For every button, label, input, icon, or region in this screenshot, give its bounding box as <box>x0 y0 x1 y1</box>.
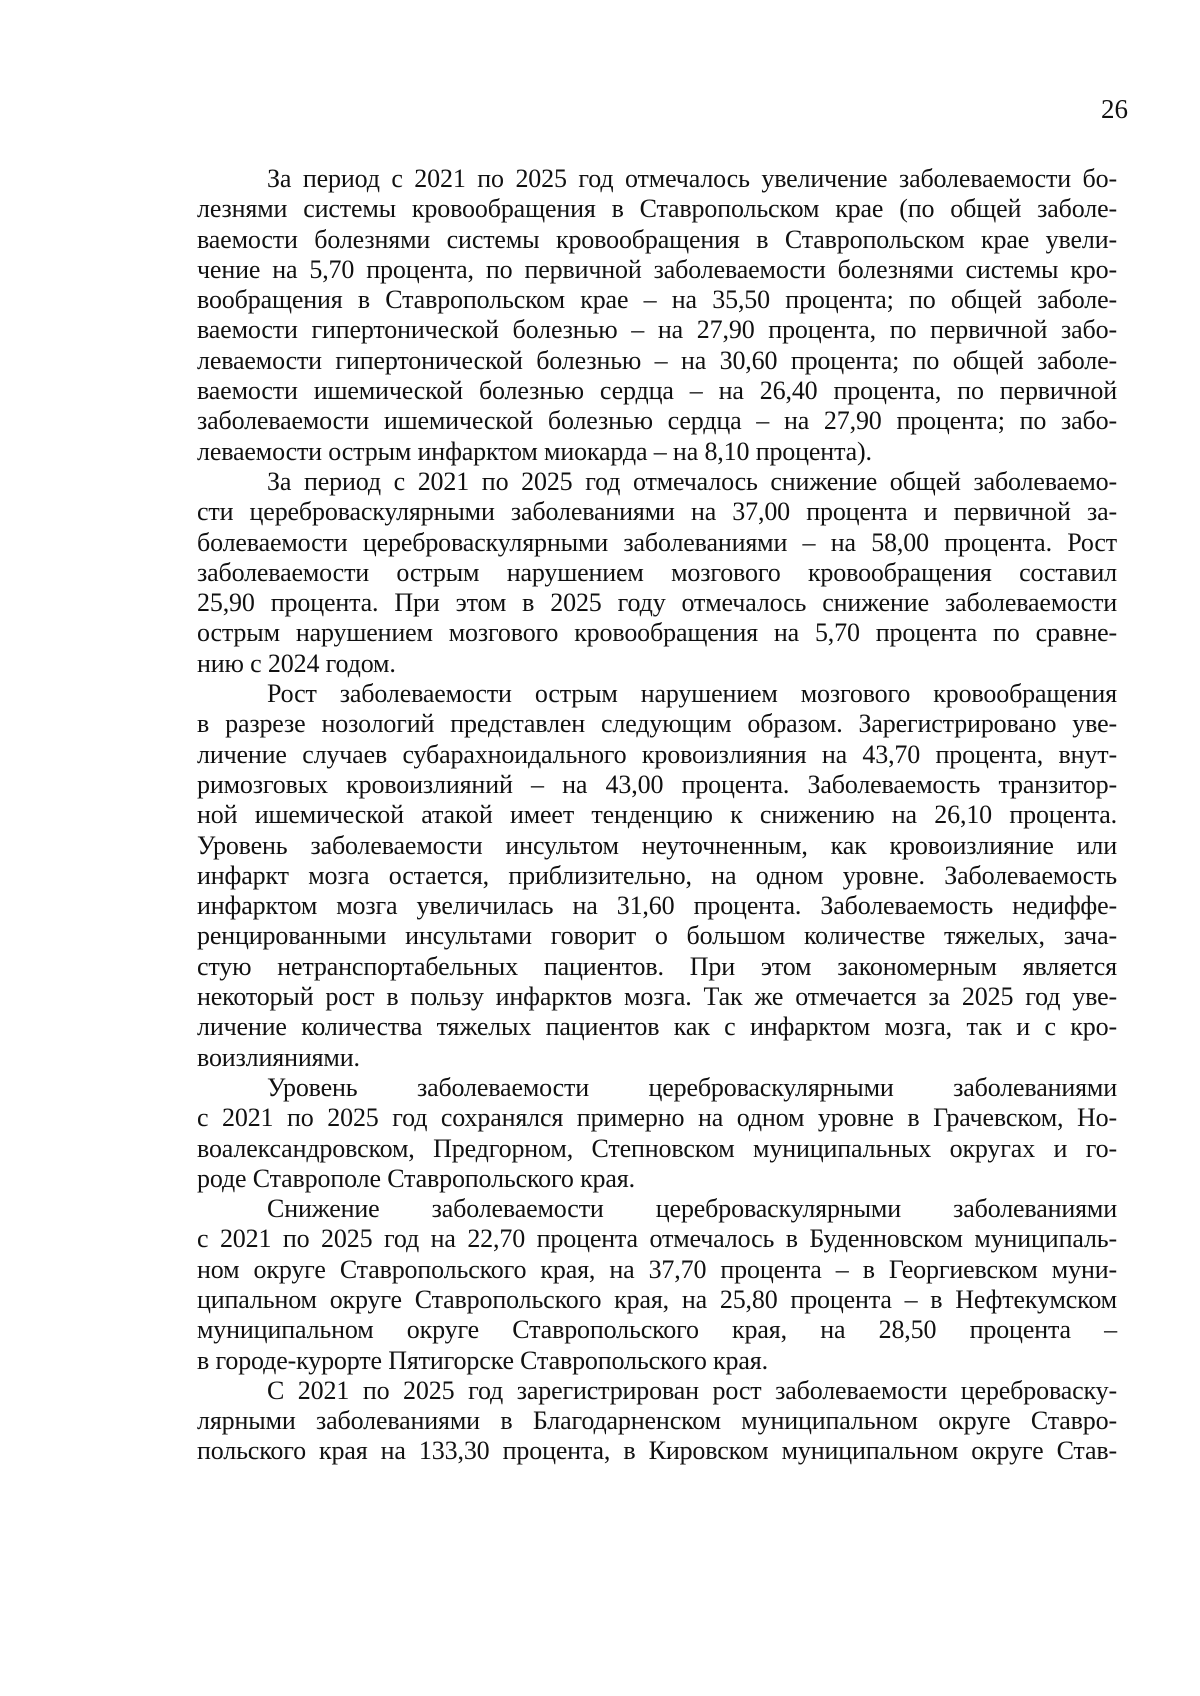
text-line: личение количества тяжелых пациентов как с инфарктом мозга, так и с кро- <box>197 1012 1117 1042</box>
text-line: леваемости острым инфарктом миокарда – на 8,10 процента). <box>197 436 872 466</box>
text-line: с 2021 по 2025 год сохранялся примерно на одном уровне в Грачевском, Но- <box>197 1103 1117 1133</box>
text-line: воалександровском, Предгорном, Степновском муниципальных округах и го- <box>197 1133 1117 1163</box>
text-line: инфарктом мозга увеличилась на 31,60 процента. Заболеваемость недиффе- <box>197 891 1117 921</box>
text-line: ваемости болезнями системы кровообращения в Ставропольском крае увели- <box>197 224 1117 254</box>
text-line: болеваемости цереброваскулярными заболеваниями – на 58,00 процента. Рост <box>197 527 1117 557</box>
text-line: нию с 2024 годом. <box>197 648 396 678</box>
text-line: ципальном округе Ставропольского края, на 25,80 процента – в Нефтекумском <box>197 1284 1117 1314</box>
text-line: чение на 5,70 процента, по первичной заболеваемости болезнями системы кро- <box>197 254 1117 284</box>
text-line: личение случаев субарахноидального кровоизлияния на 43,70 процента, внут- <box>197 739 1117 769</box>
text-line: Уровень заболеваемости цереброваскулярными заболеваниями <box>267 1072 1117 1102</box>
text-line: римозговых кровоизлияний – на 43,00 процента. Заболеваемость транзитор- <box>197 769 1117 799</box>
paragraph-5 <box>197 1194 1117 1376</box>
text-line: леваемости гипертонической болезнью – на 30,60 процента; по общей заболе- <box>197 345 1117 375</box>
text-line: ренцированными инсультами говорит о большом количестве тяжелых, зача- <box>197 921 1117 951</box>
text-line: За период с 2021 по 2025 год отмечалось увеличение заболеваемости бо- <box>267 164 1117 193</box>
text-line: Снижение заболеваемости цереброваскулярными заболеваниями <box>267 1194 1117 1224</box>
text-line: Уровень заболеваемости инсультом неуточненным, как кровоизлияние или <box>197 830 1117 860</box>
text-line: заболеваемости острым нарушением мозгового кровообращения составил <box>197 557 1117 587</box>
text-line: заболеваемости ишемической болезнью сердца – на 27,90 процента; по забо- <box>197 406 1117 436</box>
text-line: ваемости гипертонической болезнью – на 27,90 процента, по первичной забо- <box>197 315 1117 345</box>
body-text <box>197 164 1117 1467</box>
text-line: За период с 2021 по 2025 год отмечалось снижение общей заболеваемо- <box>267 466 1117 496</box>
text-line: некоторый рост в пользу инфарктов мозга. Так же отмечается за 2025 год уве- <box>197 982 1117 1012</box>
text-line: острым нарушением мозгового кровообращения на 5,70 процента по сравне- <box>197 618 1117 648</box>
paragraph-2 <box>197 467 1117 679</box>
page-number: 26 <box>1101 94 1128 124</box>
text-line: ваемости ишемической болезнью сердца – на 26,40 процента, по первичной <box>197 376 1117 406</box>
text-line: муниципальном округе Ставропольского края, на 28,50 процента – <box>197 1315 1117 1345</box>
text-line: Рост заболеваемости острым нарушением мозгового кровообращения <box>267 679 1117 709</box>
text-line: лярными заболеваниями в Благодарненском муниципальном округе Ставро- <box>197 1406 1117 1436</box>
text-line: вообращения в Ставропольском крае – на 35,50 процента; по общей заболе- <box>197 285 1117 315</box>
paragraph-3 <box>197 679 1117 1073</box>
paragraph-1 <box>197 164 1117 467</box>
text-line: в разрезе нозологий представлен следующим образом. Зарегистрировано уве- <box>197 709 1117 739</box>
text-line: 25,90 процента. При этом в 2025 году отмечалось снижение заболеваемости <box>197 588 1117 618</box>
text-line: воизлияниями. <box>197 1042 360 1072</box>
text-line: сти цереброваскулярными заболеваниями на 37,00 процента и первичной за- <box>197 497 1117 527</box>
text-line: польского края на 133,30 процента, в Кировском муниципальном округе Став- <box>197 1436 1117 1466</box>
text-line: с 2021 по 2025 год на 22,70 процента отмечалось в Буденновском муниципаль- <box>197 1224 1117 1254</box>
text-line: лезнями системы кровообращения в Ставропольском крае (по общей заболе- <box>197 194 1117 224</box>
text-line: роде Ставрополе Ставропольского края. <box>197 1163 635 1193</box>
text-line: ном округе Ставропольского края, на 37,70 процента – в Георгиевском муни- <box>197 1254 1117 1284</box>
paragraph-4 <box>197 1073 1117 1194</box>
paragraph-6 <box>197 1376 1117 1467</box>
text-line: ной ишемической атакой имеет тенденцию к снижению на 26,10 процента. <box>197 800 1117 830</box>
text-line: в городе-курорте Пятигорске Ставропольского края. <box>197 1345 768 1375</box>
text-line: С 2021 по 2025 год зарегистрирован рост заболеваемости цереброваску- <box>267 1375 1117 1405</box>
text-line: инфаркт мозга остается, приблизительно, на одном уровне. Заболеваемость <box>197 860 1117 890</box>
text-line: стую нетранспортабельных пациентов. При этом закономерным является <box>197 951 1117 981</box>
